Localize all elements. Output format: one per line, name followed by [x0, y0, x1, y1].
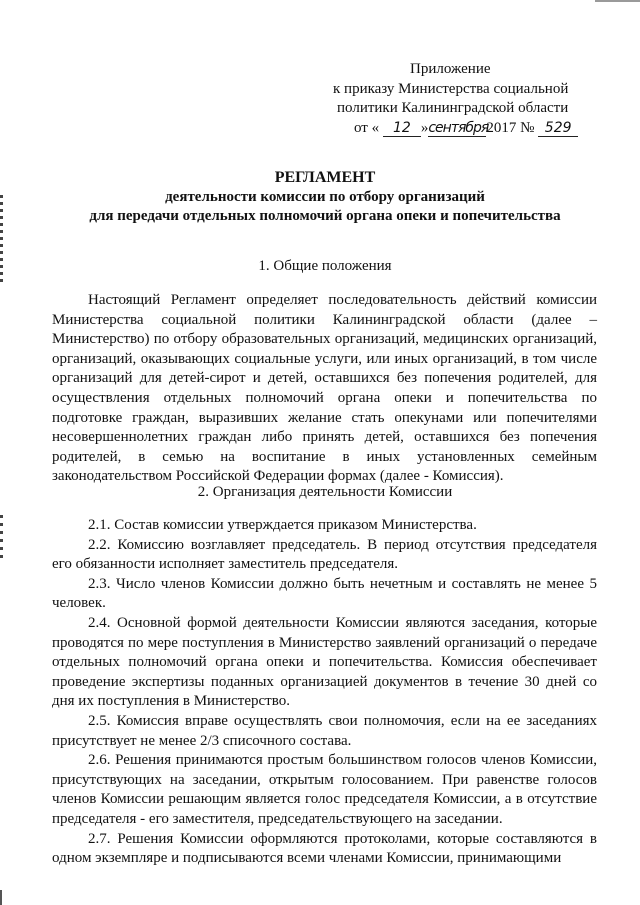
clause-2-4: 2.4. Основной формой деятельности Комиссии являются заседания, которые проводятся по мере поступления в Министерство заявлений организаций о передаче отдельных полномочий органа опеки и попечительства. Комиссия обеспечивает проведение экспертизы поданных организацией документов в течение 30 дней со дня их поступления в Министерство.	[52, 614, 597, 710]
section-1-paragraph: Настоящий Регламент определяет последовательность действий комиссии Министерства социальной политики Калининградской области (далее – Министерство) по отбору образовательных организаций, медицинских организаций, организаций, оказывающих социальные услуги, или иных организаций, в том числе организаций для детей-сирот и детей, оставшихся без попечения родителей, для осуществления отдельных полномочий органа опеки и попечительства по подготовке граждан, выразивших желание стать опекунами или попечителями несовершеннолетних граждан либо принять детей, оставшихся без попечения родителей, в семью на воспитание в иных установленных семейным законодательством Российской Федерации формах (далее - Комиссия).	[52, 292, 597, 485]
title-line-2: для передачи отдельных полномочий органа опеки и попечительства	[89, 207, 561, 224]
clause-2-2: 2.2. Комиссию возглавляет председатель. В период отсутствия председателя его обязанности исполняет заместитель председателя.	[52, 536, 597, 573]
handwritten-day: 12	[383, 120, 421, 137]
scan-artifact-left	[0, 195, 3, 285]
scan-artifact-left-lower	[0, 515, 3, 560]
clause-2-1: 2.1. Состав комиссии утверждается приказом Министерства.	[88, 517, 477, 533]
handwritten-order-number: 529	[538, 120, 578, 137]
appendix-order-ref: к приказу Министерства социальной	[333, 80, 569, 97]
clause-2-6: 2.6. Решения принимаются простым большинством голосов членов Комиссии, присутствующих на заседании, открытым голосованием. При равенстве голосов членов Комиссии решающим является голос председателя Комиссии, а в отсутствие председателя - его заместителя, председательствующего на заседании.	[52, 752, 597, 827]
title-heading: РЕГЛАМЕНТ	[274, 169, 376, 186]
appendix-block	[330, 60, 580, 138]
clause-2-5: 2.5. Комиссия вправе осуществлять свои полномочия, если на ее заседаниях присутствует не менее 2/3 списочного состава.	[52, 712, 597, 749]
title-line-1: деятельности комиссии по отбору организаций	[165, 189, 485, 205]
appendix-date-line	[330, 119, 580, 139]
section-1-heading: 1. Общие положения	[258, 258, 392, 274]
appendix-label: Приложение	[410, 61, 491, 77]
document-title	[40, 168, 610, 225]
clause-2-3: 2.3. Число членов Комиссии должно быть нечетным и составлять не менее 5 человек.	[52, 575, 597, 612]
scan-artifact-top	[595, 0, 640, 2]
section-2-heading: 2. Организация деятельности Комиссии	[197, 484, 453, 500]
date-prefix: от «	[354, 119, 380, 136]
date-year: 2017 №	[486, 119, 535, 136]
handwritten-month: сентября	[428, 119, 489, 136]
date-mid: »	[420, 119, 429, 136]
section-2-body	[52, 516, 597, 869]
appendix-ministry: политики Калининградской области	[337, 100, 569, 116]
scan-artifact-bottom	[0, 890, 10, 905]
clause-2-7: 2.7. Решения Комиссии оформляются протоколами, которые составляются в одном экземпляре и подписываются всеми членами Комиссии, принимающими	[52, 830, 597, 867]
section-1-body	[52, 291, 597, 487]
